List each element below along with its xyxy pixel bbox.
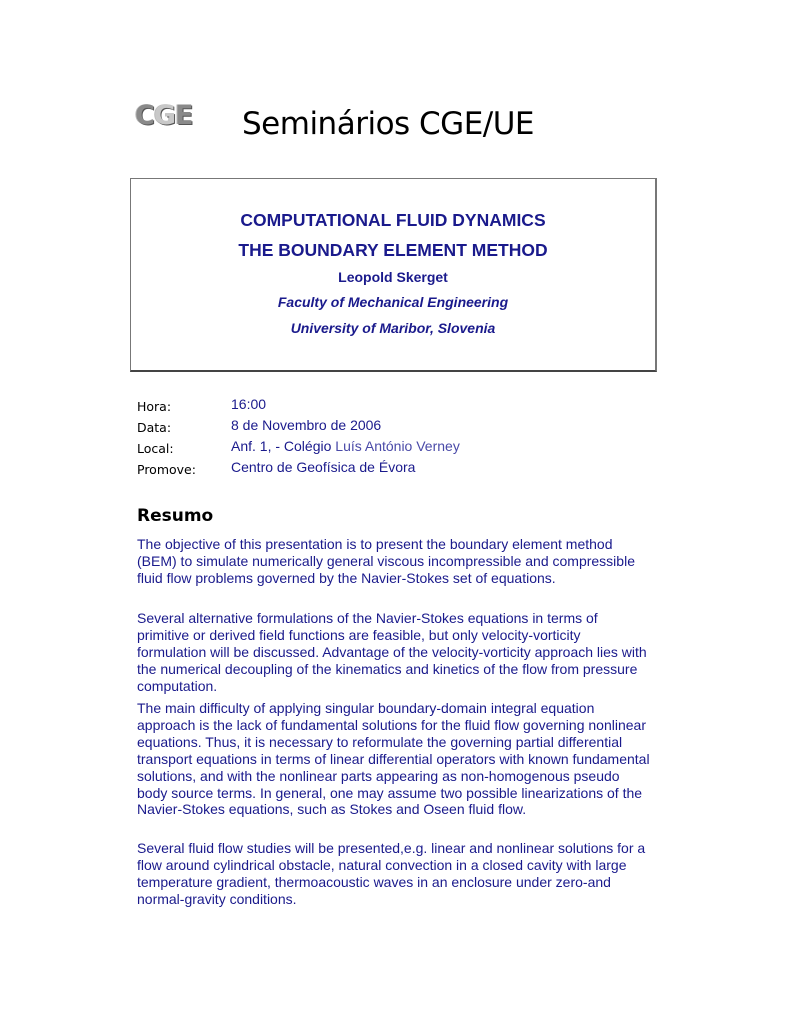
- local-value-part1: Anf. 1, - Colégio: [231, 438, 332, 454]
- hora-value: 16:00: [231, 396, 267, 412]
- cge-logo: CGE: [135, 100, 193, 131]
- data-label: Data:: [137, 420, 172, 435]
- speaker-faculty: Faculty of Mechanical Engineering: [277, 294, 509, 310]
- talk-title-line2: THE BOUNDARY ELEMENT METHOD: [238, 240, 548, 260]
- data-value: 8 de Novembro de 2006: [231, 417, 382, 433]
- promove-label: Promove:: [137, 462, 196, 477]
- local-value-part2: Luís António Verney: [335, 438, 460, 454]
- promove-value: Centro de Geofísica de Évora: [231, 459, 416, 475]
- abstract-paragraph: The main difficulty of applying singular boundary-domain integral equation approach is the lack of fundamental solutions for the fluid flow governing nonlinear equations. Thus, it is necessary to reformulate the governing partial differential transport equations in terms of linear differential operators with known fundamental solutions, and with the nonlinear parts appearing as non-homogenous pseudo body source terms. In general, one may assume two possible linearizations of the Navier-Stokes equations, such as Stokes and Oseen fluid flow.: [137, 700, 650, 818]
- talk-info-box: [130, 178, 657, 372]
- local-value: [231, 438, 460, 454]
- abstract-heading: Resumo: [137, 506, 214, 526]
- abstract-paragraph: Several fluid flow studies will be presented,e.g. linear and nonlinear solutions for a flow around cylindrical obstacle, natural convection in a closed cavity with large temperature gradient, thermoacoustic waves in an enclosure under zero-and normal-gravity conditions.: [137, 840, 646, 907]
- speaker-name: Leopold Skerget: [338, 269, 448, 285]
- abstract-paragraph: The objective of this presentation is to present the boundary element method (BEM) to simulate numerically general viscous incompressible and compressible fluid flow problems governed by the Navier-Stokes set of equations.: [137, 536, 635, 586]
- hora-label: Hora:: [137, 399, 172, 414]
- talk-title-line1: COMPUTATIONAL FLUID DYNAMICS: [240, 210, 546, 230]
- abstract-paragraph: Several alternative formulations of the Navier-Stokes equations in terms of primitive or derived field functions are feasible, but only velocity-vorticity formulation will be discussed. Advantage of the velocity-vorticity approach lies with the numerical decoupling of the kinematics and kinetics of the flow from pressure computation.: [137, 610, 647, 694]
- speaker-university: University of Maribor, Slovenia: [290, 320, 496, 336]
- local-label: Local:: [137, 441, 174, 456]
- page-title: Seminários CGE/UE: [242, 106, 535, 142]
